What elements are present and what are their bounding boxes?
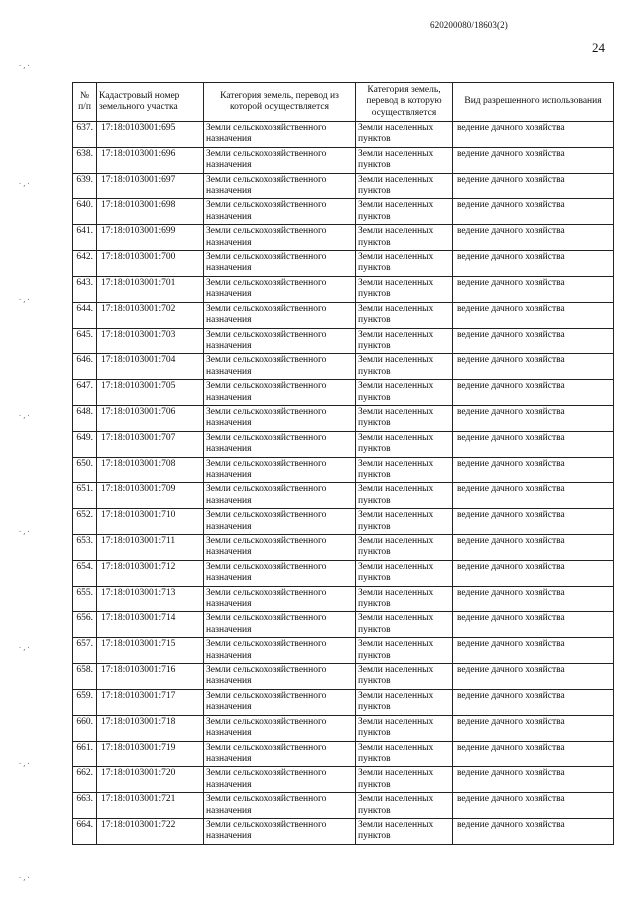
cadastral-number: 17:18:0103001:706 — [97, 405, 204, 431]
category-from-line: Земли сельскохозяйственного — [206, 458, 327, 469]
row-number: 650. — [73, 457, 97, 483]
category-from-line: назначения — [206, 624, 252, 635]
table-row — [73, 509, 614, 535]
permitted-use: ведение дачного хозяйства — [453, 251, 614, 277]
category-from — [204, 276, 356, 302]
category-from-line: Земли сельскохозяйственного — [206, 200, 327, 211]
category-from-line: Земли сельскохозяйственного — [206, 794, 327, 805]
category-from-line: Земли сельскохозяйственного — [206, 665, 327, 676]
row-number: 654. — [73, 560, 97, 586]
table-row — [73, 380, 614, 406]
table-row — [73, 741, 614, 767]
category-to-line: Земли населенных — [358, 277, 434, 288]
category-from-line: Земли сельскохозяйственного — [206, 510, 327, 521]
category-from-line: Земли сельскохозяйственного — [206, 613, 327, 624]
category-from — [204, 483, 356, 509]
cadastral-number: 17:18:0103001:704 — [97, 354, 204, 380]
permitted-use: ведение дачного хозяйства — [453, 173, 614, 199]
category-from-line: назначения — [206, 521, 252, 532]
cadastral-number: 17:18:0103001:699 — [97, 225, 204, 251]
margin-scan-mark: ·,· — [18, 528, 31, 536]
category-to-line: пунктов — [358, 624, 391, 635]
row-number: 661. — [73, 741, 97, 767]
category-from — [204, 741, 356, 767]
permitted-use: ведение дачного хозяйства — [453, 147, 614, 173]
permitted-use: ведение дачного хозяйства — [453, 535, 614, 561]
cadastral-number: 17:18:0103001:702 — [97, 302, 204, 328]
table-row — [73, 483, 614, 509]
category-from — [204, 793, 356, 819]
cadastral-number: 17:18:0103001:698 — [97, 199, 204, 225]
permitted-use: ведение дачного хозяйства — [453, 457, 614, 483]
category-from — [204, 509, 356, 535]
category-to — [356, 793, 453, 819]
category-from — [204, 664, 356, 690]
category-to-line: пунктов — [358, 521, 391, 532]
category-to-line: пунктов — [358, 599, 391, 610]
table-row — [73, 302, 614, 328]
cadastral-number: 17:18:0103001:707 — [97, 431, 204, 457]
category-from-line: назначения — [206, 547, 252, 558]
permitted-use: ведение дачного хозяйства — [453, 405, 614, 431]
category-to-line: пунктов — [358, 237, 391, 248]
category-from — [204, 689, 356, 715]
cadastral-number: 17:18:0103001:719 — [97, 741, 204, 767]
category-from-line: Земли сельскохозяйственного — [206, 716, 327, 727]
category-from-line: назначения — [206, 650, 252, 661]
cadastral-number: 17:18:0103001:700 — [97, 251, 204, 277]
table-row — [73, 354, 614, 380]
category-to-line: пунктов — [358, 340, 391, 351]
category-from-line: назначения — [206, 469, 252, 480]
margin-scan-mark: ·,· — [18, 296, 31, 304]
table-row — [73, 793, 614, 819]
category-from-line: Земли сельскохозяйственного — [206, 148, 327, 159]
category-to — [356, 328, 453, 354]
category-to-line: Земли населенных — [358, 458, 434, 469]
permitted-use: ведение дачного хозяйства — [453, 586, 614, 612]
permitted-use: ведение дачного хозяйства — [453, 354, 614, 380]
category-from-line: Земли сельскохозяйственного — [206, 123, 327, 133]
category-from — [204, 354, 356, 380]
header-cadastral-number: Кадастровый номер земельного участка — [97, 83, 204, 122]
cadastral-number: 17:18:0103001:705 — [97, 380, 204, 406]
category-from-line: назначения — [206, 676, 252, 687]
table-row — [73, 431, 614, 457]
category-to-line: Земли населенных — [358, 819, 434, 830]
permitted-use: ведение дачного хозяйства — [453, 509, 614, 535]
header-permitted-use: Вид разрешенного использования — [453, 83, 614, 122]
category-to — [356, 689, 453, 715]
category-from — [204, 715, 356, 741]
category-from-line: Земли сельскохозяйственного — [206, 819, 327, 830]
category-from-line: Земли сельскохозяйственного — [206, 690, 327, 701]
category-from-line: назначения — [206, 237, 252, 248]
category-to — [356, 483, 453, 509]
category-to-line: пунктов — [358, 392, 391, 403]
header-category-to: Категория земель, перевод в которую осуществляется — [356, 83, 453, 122]
category-from-line: Земли сельскохозяйственного — [206, 381, 327, 392]
row-number: 641. — [73, 225, 97, 251]
cadastral-number: 17:18:0103001:703 — [97, 328, 204, 354]
category-to-line: Земли населенных — [358, 252, 434, 263]
category-to-line: пунктов — [358, 444, 391, 455]
table-row — [73, 818, 614, 844]
category-from-line: назначения — [206, 392, 252, 403]
category-to-line: Земли населенных — [358, 742, 434, 753]
document-number: 620200080/18603(2) — [430, 20, 508, 30]
table-row — [73, 199, 614, 225]
category-from — [204, 612, 356, 638]
category-from — [204, 225, 356, 251]
row-number: 663. — [73, 793, 97, 819]
row-number: 652. — [73, 509, 97, 535]
category-from-line: назначения — [206, 340, 252, 351]
category-to-line: Земли населенных — [358, 716, 434, 727]
permitted-use: ведение дачного хозяйства — [453, 276, 614, 302]
table-row — [73, 767, 614, 793]
category-to — [356, 664, 453, 690]
category-to-line: Земли населенных — [358, 768, 434, 779]
permitted-use: ведение дачного хозяйства — [453, 664, 614, 690]
category-from-line: Земли сельскохозяйственного — [206, 277, 327, 288]
table-row — [73, 147, 614, 173]
category-from-line: назначения — [206, 160, 252, 171]
category-to — [356, 741, 453, 767]
table-row — [73, 612, 614, 638]
margin-scan-mark: ·,· — [18, 874, 31, 882]
category-from — [204, 199, 356, 225]
permitted-use: ведение дачного хозяйства — [453, 328, 614, 354]
cadastral-number: 17:18:0103001:716 — [97, 664, 204, 690]
category-to — [356, 431, 453, 457]
category-from-line: назначения — [206, 805, 252, 816]
category-from-line: Земли сельскохозяйственного — [206, 303, 327, 314]
category-from — [204, 638, 356, 664]
category-to — [356, 457, 453, 483]
category-to-line: пунктов — [358, 418, 391, 429]
margin-scan-mark: ·,· — [18, 62, 31, 70]
category-from — [204, 328, 356, 354]
category-from-line: Земли сельскохозяйственного — [206, 587, 327, 598]
category-to — [356, 767, 453, 793]
cadastral-number: 17:18:0103001:695 — [97, 122, 204, 148]
category-from-line: Земли сельскохозяйственного — [206, 329, 327, 340]
margin-scan-mark: ·,· — [18, 644, 31, 652]
category-to-line: Земли населенных — [358, 794, 434, 805]
cadastral-number: 17:18:0103001:708 — [97, 457, 204, 483]
category-from-line: назначения — [206, 418, 252, 429]
category-from-line: назначения — [206, 831, 252, 842]
permitted-use: ведение дачного хозяйства — [453, 380, 614, 406]
row-number: 658. — [73, 664, 97, 690]
cadastral-number: 17:18:0103001:701 — [97, 276, 204, 302]
category-to-line: пунктов — [358, 728, 391, 739]
category-to-line: пунктов — [358, 753, 391, 764]
category-from-line: назначения — [206, 573, 252, 584]
category-to — [356, 251, 453, 277]
category-to — [356, 535, 453, 561]
permitted-use: ведение дачного хозяйства — [453, 689, 614, 715]
category-to — [356, 173, 453, 199]
row-number: 660. — [73, 715, 97, 741]
cadastral-number: 17:18:0103001:721 — [97, 793, 204, 819]
category-from-line: назначения — [206, 366, 252, 377]
margin-scan-mark: ·,· — [18, 180, 31, 188]
row-number: 662. — [73, 767, 97, 793]
category-to-line: пунктов — [358, 805, 391, 816]
category-to — [356, 638, 453, 664]
category-to — [356, 380, 453, 406]
category-from — [204, 586, 356, 612]
permitted-use: ведение дачного хозяйства — [453, 741, 614, 767]
cadastral-number: 17:18:0103001:718 — [97, 715, 204, 741]
permitted-use: ведение дачного хозяйства — [453, 122, 614, 148]
page-number: 24 — [592, 40, 605, 55]
category-from-line: назначения — [206, 495, 252, 506]
category-to-line: пунктов — [358, 134, 391, 145]
category-from-line: Земли сельскохозяйственного — [206, 536, 327, 546]
category-to — [356, 354, 453, 380]
category-to-line: Земли населенных — [358, 200, 434, 211]
category-from-line: назначения — [206, 263, 252, 274]
category-to-line: пунктов — [358, 676, 391, 687]
category-to-line: Земли населенных — [358, 665, 434, 676]
category-to-line: Земли населенных — [358, 536, 434, 546]
category-to-line: Земли населенных — [358, 303, 434, 314]
category-from-line: Земли сельскохозяйственного — [206, 484, 327, 495]
margin-scan-mark: ·,· — [18, 412, 31, 420]
table-row — [73, 689, 614, 715]
permitted-use: ведение дачного хозяйства — [453, 560, 614, 586]
cadastral-number: 17:18:0103001:697 — [97, 173, 204, 199]
category-from-line: Земли сельскохозяйственного — [206, 768, 327, 779]
cadastral-number: 17:18:0103001:696 — [97, 147, 204, 173]
category-to — [356, 560, 453, 586]
category-from — [204, 767, 356, 793]
permitted-use: ведение дачного хозяйства — [453, 612, 614, 638]
category-to-line: Земли населенных — [358, 484, 434, 495]
cadastral-number: 17:18:0103001:709 — [97, 483, 204, 509]
category-from — [204, 380, 356, 406]
row-number: 645. — [73, 328, 97, 354]
category-to — [356, 509, 453, 535]
table-row — [73, 560, 614, 586]
permitted-use: ведение дачного хозяйства — [453, 199, 614, 225]
category-from-line: назначения — [206, 289, 252, 300]
category-from-line: назначения — [206, 315, 252, 326]
row-number: 655. — [73, 586, 97, 612]
category-from-line: Земли сельскохозяйственного — [206, 406, 327, 417]
category-from-line: назначения — [206, 753, 252, 764]
category-from-line: назначения — [206, 211, 252, 222]
category-to-line: Земли населенных — [358, 690, 434, 701]
category-from-line: Земли сельскохозяйственного — [206, 252, 327, 263]
category-from-line: Земли сельскохозяйственного — [206, 226, 327, 237]
cadastral-number: 17:18:0103001:712 — [97, 560, 204, 586]
category-to-line: пунктов — [358, 263, 391, 274]
category-to-line: пунктов — [358, 547, 391, 558]
table-header-row — [73, 83, 614, 122]
row-number: 651. — [73, 483, 97, 509]
cadastral-number: 17:18:0103001:710 — [97, 509, 204, 535]
table-row — [73, 664, 614, 690]
category-to-line: Земли населенных — [358, 613, 434, 624]
table-row — [73, 225, 614, 251]
table-row — [73, 457, 614, 483]
row-number: 640. — [73, 199, 97, 225]
category-to-line: пунктов — [358, 573, 391, 584]
permitted-use: ведение дачного хозяйства — [453, 715, 614, 741]
category-to — [356, 715, 453, 741]
row-number: 646. — [73, 354, 97, 380]
row-number: 656. — [73, 612, 97, 638]
category-to-line: Земли населенных — [358, 355, 434, 366]
row-number: 664. — [73, 818, 97, 844]
row-number: 644. — [73, 302, 97, 328]
category-from — [204, 535, 356, 561]
category-from-line: назначения — [206, 599, 252, 610]
permitted-use: ведение дачного хозяйства — [453, 767, 614, 793]
row-number: 642. — [73, 251, 97, 277]
category-to-line: Земли населенных — [358, 510, 434, 521]
category-from — [204, 560, 356, 586]
category-from-line: Земли сельскохозяйственного — [206, 561, 327, 572]
category-to — [356, 225, 453, 251]
category-from-line: назначения — [206, 779, 252, 790]
table-row — [73, 251, 614, 277]
category-to-line: Земли населенных — [358, 226, 434, 237]
category-from-line: Земли сельскохозяйственного — [206, 742, 327, 753]
category-to-line: Земли населенных — [358, 174, 434, 185]
category-to — [356, 147, 453, 173]
category-to-line: пунктов — [358, 779, 391, 790]
category-to-line: Земли населенных — [358, 123, 434, 133]
margin-scan-mark: ·,· — [18, 760, 31, 768]
category-from — [204, 302, 356, 328]
land-plots-table — [72, 82, 614, 845]
category-from — [204, 431, 356, 457]
category-to-line: пунктов — [358, 495, 391, 506]
category-to — [356, 302, 453, 328]
row-number: 649. — [73, 431, 97, 457]
category-from-line: Земли сельскохозяйственного — [206, 432, 327, 443]
cadastral-number: 17:18:0103001:717 — [97, 689, 204, 715]
category-to-line: пунктов — [358, 289, 391, 300]
row-number: 638. — [73, 147, 97, 173]
category-to — [356, 818, 453, 844]
category-to-line: пунктов — [358, 211, 391, 222]
table-row — [73, 638, 614, 664]
permitted-use: ведение дачного хозяйства — [453, 431, 614, 457]
cadastral-number: 17:18:0103001:711 — [97, 535, 204, 561]
category-to-line: пунктов — [358, 160, 391, 171]
table-row — [73, 535, 614, 561]
row-number: 637. — [73, 122, 97, 148]
category-from-line: назначения — [206, 444, 252, 455]
category-to-line: пунктов — [358, 315, 391, 326]
category-from-line: назначения — [206, 186, 252, 197]
category-from-line: Земли сельскохозяйственного — [206, 174, 327, 185]
cadastral-number: 17:18:0103001:720 — [97, 767, 204, 793]
row-number: 639. — [73, 173, 97, 199]
row-number: 659. — [73, 689, 97, 715]
row-number: 643. — [73, 276, 97, 302]
category-from-line: назначения — [206, 134, 252, 145]
category-from-line: назначения — [206, 728, 252, 739]
category-from — [204, 122, 356, 148]
header-category-from: Категория земель, перевод из которой осуществляется — [204, 83, 356, 122]
category-to-line: Земли населенных — [358, 406, 434, 417]
table-row — [73, 715, 614, 741]
category-from-line: Земли сельскохозяйственного — [206, 355, 327, 366]
table-row — [73, 122, 614, 148]
category-to-line: Земли населенных — [358, 639, 434, 650]
row-number: 647. — [73, 380, 97, 406]
category-to — [356, 276, 453, 302]
category-from — [204, 818, 356, 844]
permitted-use: ведение дачного хозяйства — [453, 302, 614, 328]
row-number: 653. — [73, 535, 97, 561]
category-from-line: назначения — [206, 702, 252, 713]
category-to-line: пунктов — [358, 650, 391, 661]
header-number: № п/п — [73, 83, 97, 122]
category-to — [356, 612, 453, 638]
row-number: 648. — [73, 405, 97, 431]
category-to — [356, 586, 453, 612]
table-row — [73, 173, 614, 199]
category-to-line: пунктов — [358, 831, 391, 842]
permitted-use: ведение дачного хозяйства — [453, 483, 614, 509]
category-to-line: Земли населенных — [358, 329, 434, 340]
cadastral-number: 17:18:0103001:715 — [97, 638, 204, 664]
table-row — [73, 405, 614, 431]
category-from — [204, 173, 356, 199]
category-from-line: Земли сельскохозяйственного — [206, 639, 327, 650]
row-number: 657. — [73, 638, 97, 664]
category-to-line: пунктов — [358, 186, 391, 197]
category-to-line: Земли населенных — [358, 587, 434, 598]
category-to-line: пунктов — [358, 702, 391, 713]
cadastral-number: 17:18:0103001:722 — [97, 818, 204, 844]
permitted-use: ведение дачного хозяйства — [453, 793, 614, 819]
category-from — [204, 405, 356, 431]
category-from — [204, 251, 356, 277]
permitted-use: ведение дачного хозяйства — [453, 225, 614, 251]
permitted-use: ведение дачного хозяйства — [453, 638, 614, 664]
category-to-line: Земли населенных — [358, 561, 434, 572]
category-to — [356, 122, 453, 148]
cadastral-number: 17:18:0103001:714 — [97, 612, 204, 638]
category-to — [356, 405, 453, 431]
cadastral-number: 17:18:0103001:713 — [97, 586, 204, 612]
category-to — [356, 199, 453, 225]
permitted-use: ведение дачного хозяйства — [453, 818, 614, 844]
table-row — [73, 586, 614, 612]
category-from — [204, 457, 356, 483]
category-to-line: пунктов — [358, 366, 391, 377]
table-row — [73, 276, 614, 302]
category-to-line: Земли населенных — [358, 432, 434, 443]
category-to-line: пунктов — [358, 469, 391, 480]
category-to-line: Земли населенных — [358, 381, 434, 392]
table-row — [73, 328, 614, 354]
category-from — [204, 147, 356, 173]
category-to-line: Земли населенных — [358, 148, 434, 159]
